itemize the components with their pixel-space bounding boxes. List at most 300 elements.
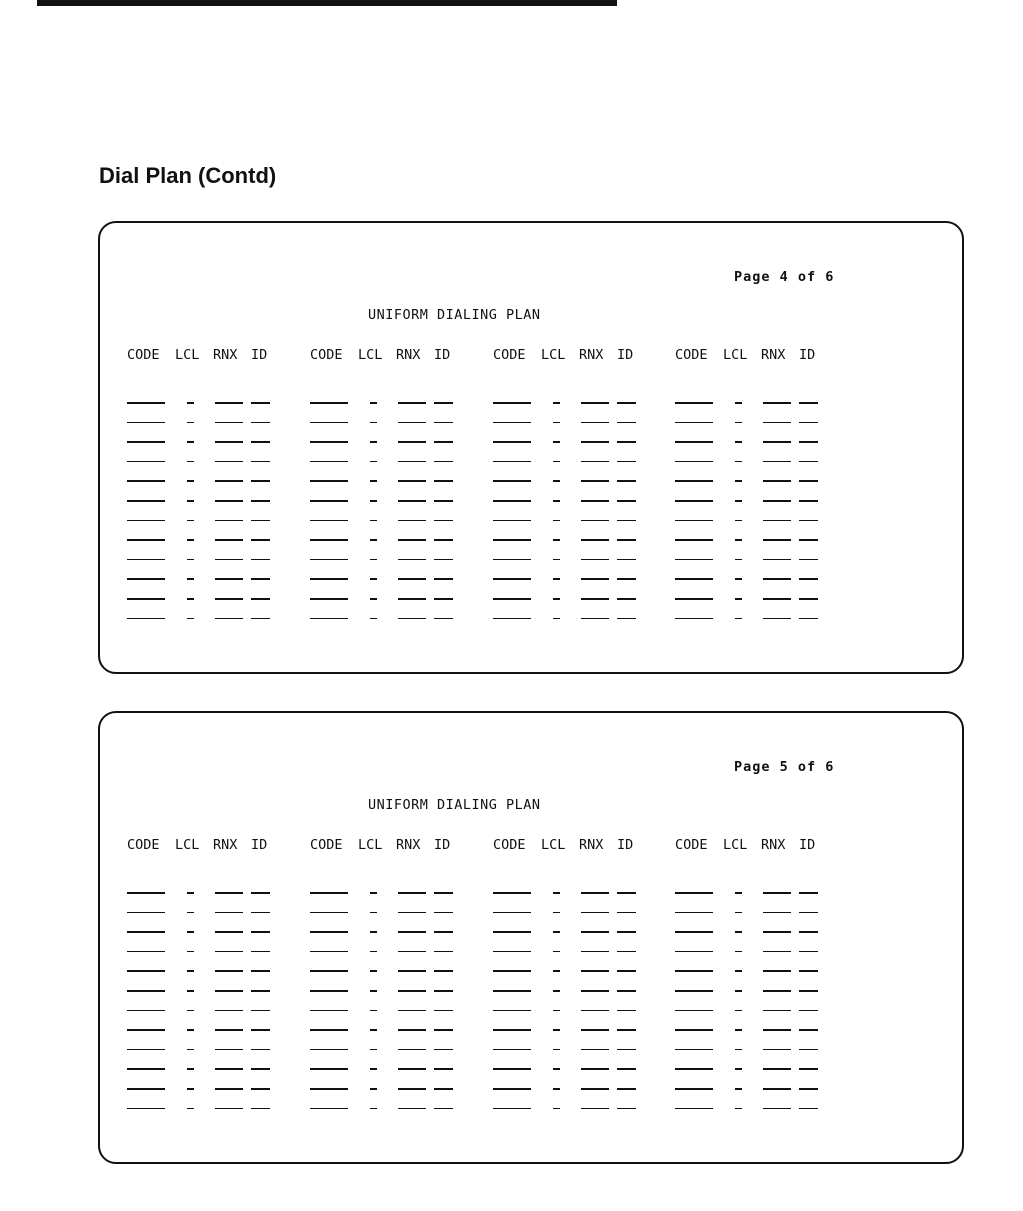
- id-entry-blank[interactable]: [434, 578, 453, 580]
- lcl-entry-blank[interactable]: [735, 559, 742, 561]
- id-entry-blank[interactable]: [434, 1088, 453, 1090]
- id-entry-blank[interactable]: [799, 1010, 818, 1012]
- lcl-entry-blank[interactable]: [370, 422, 377, 424]
- id-entry-blank[interactable]: [617, 1068, 636, 1070]
- code-entry-blank[interactable]: [127, 1010, 165, 1012]
- id-entry-blank[interactable]: [799, 461, 818, 463]
- id-entry-blank[interactable]: [434, 931, 453, 933]
- id-entry-blank[interactable]: [617, 1049, 636, 1051]
- code-entry-blank[interactable]: [493, 598, 531, 600]
- code-entry-blank[interactable]: [675, 912, 713, 914]
- id-entry-blank[interactable]: [617, 970, 636, 972]
- id-entry-blank[interactable]: [251, 441, 270, 443]
- id-entry-blank[interactable]: [799, 1049, 818, 1051]
- code-entry-blank[interactable]: [675, 402, 713, 404]
- code-entry-blank[interactable]: [127, 402, 165, 404]
- code-entry-blank[interactable]: [310, 578, 348, 580]
- lcl-entry-blank[interactable]: [735, 461, 742, 463]
- lcl-entry-blank[interactable]: [187, 618, 194, 620]
- rnx-entry-blank[interactable]: [398, 520, 426, 522]
- lcl-entry-blank[interactable]: [735, 970, 742, 972]
- code-entry-blank[interactable]: [493, 1010, 531, 1012]
- code-entry-blank[interactable]: [675, 1049, 713, 1051]
- id-entry-blank[interactable]: [434, 520, 453, 522]
- id-entry-blank[interactable]: [799, 480, 818, 482]
- id-entry-blank[interactable]: [799, 441, 818, 443]
- lcl-entry-blank[interactable]: [553, 1068, 560, 1070]
- code-entry-blank[interactable]: [675, 578, 713, 580]
- code-entry-blank[interactable]: [675, 951, 713, 953]
- id-entry-blank[interactable]: [799, 539, 818, 541]
- code-entry-blank[interactable]: [127, 618, 165, 620]
- code-entry-blank[interactable]: [310, 1049, 348, 1051]
- rnx-entry-blank[interactable]: [215, 500, 243, 502]
- lcl-entry-blank[interactable]: [735, 1029, 742, 1031]
- lcl-entry-blank[interactable]: [370, 990, 377, 992]
- code-entry-blank[interactable]: [310, 1068, 348, 1070]
- lcl-entry-blank[interactable]: [553, 931, 560, 933]
- lcl-entry-blank[interactable]: [370, 1010, 377, 1012]
- rnx-entry-blank[interactable]: [398, 422, 426, 424]
- lcl-entry-blank[interactable]: [187, 500, 194, 502]
- lcl-entry-blank[interactable]: [187, 970, 194, 972]
- id-entry-blank[interactable]: [434, 539, 453, 541]
- rnx-entry-blank[interactable]: [763, 990, 791, 992]
- lcl-entry-blank[interactable]: [370, 500, 377, 502]
- lcl-entry-blank[interactable]: [735, 480, 742, 482]
- id-entry-blank[interactable]: [434, 422, 453, 424]
- lcl-entry-blank[interactable]: [370, 931, 377, 933]
- rnx-entry-blank[interactable]: [398, 1010, 426, 1012]
- code-entry-blank[interactable]: [493, 618, 531, 620]
- rnx-entry-blank[interactable]: [763, 1068, 791, 1070]
- code-entry-blank[interactable]: [310, 951, 348, 953]
- lcl-entry-blank[interactable]: [187, 539, 194, 541]
- rnx-entry-blank[interactable]: [763, 1108, 791, 1110]
- code-entry-blank[interactable]: [493, 1049, 531, 1051]
- rnx-entry-blank[interactable]: [215, 912, 243, 914]
- id-entry-blank[interactable]: [251, 892, 270, 894]
- id-entry-blank[interactable]: [617, 500, 636, 502]
- code-entry-blank[interactable]: [310, 500, 348, 502]
- rnx-entry-blank[interactable]: [215, 598, 243, 600]
- lcl-entry-blank[interactable]: [187, 520, 194, 522]
- id-entry-blank[interactable]: [799, 500, 818, 502]
- lcl-entry-blank[interactable]: [735, 990, 742, 992]
- rnx-entry-blank[interactable]: [398, 578, 426, 580]
- lcl-entry-blank[interactable]: [187, 461, 194, 463]
- id-entry-blank[interactable]: [434, 618, 453, 620]
- code-entry-blank[interactable]: [675, 931, 713, 933]
- rnx-entry-blank[interactable]: [763, 1049, 791, 1051]
- rnx-entry-blank[interactable]: [581, 480, 609, 482]
- code-entry-blank[interactable]: [310, 618, 348, 620]
- rnx-entry-blank[interactable]: [215, 990, 243, 992]
- lcl-entry-blank[interactable]: [370, 539, 377, 541]
- id-entry-blank[interactable]: [434, 892, 453, 894]
- rnx-entry-blank[interactable]: [398, 500, 426, 502]
- id-entry-blank[interactable]: [799, 1088, 818, 1090]
- lcl-entry-blank[interactable]: [370, 951, 377, 953]
- rnx-entry-blank[interactable]: [398, 539, 426, 541]
- lcl-entry-blank[interactable]: [370, 1049, 377, 1051]
- id-entry-blank[interactable]: [617, 951, 636, 953]
- rnx-entry-blank[interactable]: [763, 520, 791, 522]
- rnx-entry-blank[interactable]: [763, 1029, 791, 1031]
- lcl-entry-blank[interactable]: [735, 618, 742, 620]
- rnx-entry-blank[interactable]: [763, 441, 791, 443]
- id-entry-blank[interactable]: [799, 402, 818, 404]
- id-entry-blank[interactable]: [617, 931, 636, 933]
- lcl-entry-blank[interactable]: [370, 598, 377, 600]
- id-entry-blank[interactable]: [251, 539, 270, 541]
- code-entry-blank[interactable]: [493, 422, 531, 424]
- id-entry-blank[interactable]: [434, 1068, 453, 1070]
- lcl-entry-blank[interactable]: [735, 1068, 742, 1070]
- rnx-entry-blank[interactable]: [215, 1049, 243, 1051]
- id-entry-blank[interactable]: [617, 559, 636, 561]
- id-entry-blank[interactable]: [617, 539, 636, 541]
- lcl-entry-blank[interactable]: [187, 912, 194, 914]
- code-entry-blank[interactable]: [127, 912, 165, 914]
- id-entry-blank[interactable]: [617, 598, 636, 600]
- lcl-entry-blank[interactable]: [370, 520, 377, 522]
- lcl-entry-blank[interactable]: [187, 402, 194, 404]
- id-entry-blank[interactable]: [799, 520, 818, 522]
- rnx-entry-blank[interactable]: [398, 990, 426, 992]
- lcl-entry-blank[interactable]: [187, 578, 194, 580]
- code-entry-blank[interactable]: [675, 1010, 713, 1012]
- id-entry-blank[interactable]: [251, 1088, 270, 1090]
- id-entry-blank[interactable]: [799, 1108, 818, 1110]
- code-entry-blank[interactable]: [675, 1029, 713, 1031]
- code-entry-blank[interactable]: [675, 1088, 713, 1090]
- rnx-entry-blank[interactable]: [581, 402, 609, 404]
- rnx-entry-blank[interactable]: [763, 578, 791, 580]
- lcl-entry-blank[interactable]: [370, 461, 377, 463]
- rnx-entry-blank[interactable]: [215, 578, 243, 580]
- id-entry-blank[interactable]: [251, 912, 270, 914]
- lcl-entry-blank[interactable]: [370, 559, 377, 561]
- lcl-entry-blank[interactable]: [187, 1049, 194, 1051]
- id-entry-blank[interactable]: [434, 500, 453, 502]
- code-entry-blank[interactable]: [493, 931, 531, 933]
- lcl-entry-blank[interactable]: [370, 578, 377, 580]
- lcl-entry-blank[interactable]: [370, 441, 377, 443]
- rnx-entry-blank[interactable]: [215, 480, 243, 482]
- id-entry-blank[interactable]: [251, 402, 270, 404]
- id-entry-blank[interactable]: [617, 480, 636, 482]
- code-entry-blank[interactable]: [127, 1029, 165, 1031]
- id-entry-blank[interactable]: [617, 441, 636, 443]
- rnx-entry-blank[interactable]: [398, 1088, 426, 1090]
- rnx-entry-blank[interactable]: [215, 951, 243, 953]
- lcl-entry-blank[interactable]: [553, 618, 560, 620]
- id-entry-blank[interactable]: [434, 559, 453, 561]
- code-entry-blank[interactable]: [310, 480, 348, 482]
- code-entry-blank[interactable]: [127, 990, 165, 992]
- id-entry-blank[interactable]: [434, 480, 453, 482]
- id-entry-blank[interactable]: [434, 990, 453, 992]
- rnx-entry-blank[interactable]: [581, 1010, 609, 1012]
- lcl-entry-blank[interactable]: [735, 1108, 742, 1110]
- id-entry-blank[interactable]: [799, 970, 818, 972]
- lcl-entry-blank[interactable]: [735, 931, 742, 933]
- id-entry-blank[interactable]: [799, 990, 818, 992]
- id-entry-blank[interactable]: [617, 578, 636, 580]
- lcl-entry-blank[interactable]: [735, 892, 742, 894]
- code-entry-blank[interactable]: [310, 422, 348, 424]
- code-entry-blank[interactable]: [493, 559, 531, 561]
- code-entry-blank[interactable]: [493, 1029, 531, 1031]
- rnx-entry-blank[interactable]: [398, 1108, 426, 1110]
- lcl-entry-blank[interactable]: [553, 1108, 560, 1110]
- lcl-entry-blank[interactable]: [187, 951, 194, 953]
- code-entry-blank[interactable]: [310, 912, 348, 914]
- lcl-entry-blank[interactable]: [187, 598, 194, 600]
- rnx-entry-blank[interactable]: [215, 559, 243, 561]
- lcl-entry-blank[interactable]: [553, 598, 560, 600]
- rnx-entry-blank[interactable]: [215, 422, 243, 424]
- id-entry-blank[interactable]: [434, 1049, 453, 1051]
- code-entry-blank[interactable]: [675, 618, 713, 620]
- rnx-entry-blank[interactable]: [215, 402, 243, 404]
- code-entry-blank[interactable]: [310, 1088, 348, 1090]
- id-entry-blank[interactable]: [617, 912, 636, 914]
- lcl-entry-blank[interactable]: [187, 1010, 194, 1012]
- rnx-entry-blank[interactable]: [763, 500, 791, 502]
- code-entry-blank[interactable]: [493, 520, 531, 522]
- rnx-entry-blank[interactable]: [763, 461, 791, 463]
- lcl-entry-blank[interactable]: [553, 422, 560, 424]
- code-entry-blank[interactable]: [127, 461, 165, 463]
- id-entry-blank[interactable]: [251, 1068, 270, 1070]
- code-entry-blank[interactable]: [493, 402, 531, 404]
- lcl-entry-blank[interactable]: [553, 1010, 560, 1012]
- code-entry-blank[interactable]: [675, 539, 713, 541]
- id-entry-blank[interactable]: [251, 422, 270, 424]
- rnx-entry-blank[interactable]: [398, 1029, 426, 1031]
- code-entry-blank[interactable]: [675, 598, 713, 600]
- rnx-entry-blank[interactable]: [398, 931, 426, 933]
- code-entry-blank[interactable]: [310, 520, 348, 522]
- rnx-entry-blank[interactable]: [763, 618, 791, 620]
- rnx-entry-blank[interactable]: [581, 1068, 609, 1070]
- code-entry-blank[interactable]: [310, 990, 348, 992]
- code-entry-blank[interactable]: [310, 931, 348, 933]
- id-entry-blank[interactable]: [799, 1068, 818, 1070]
- code-entry-blank[interactable]: [127, 951, 165, 953]
- rnx-entry-blank[interactable]: [398, 402, 426, 404]
- code-entry-blank[interactable]: [675, 970, 713, 972]
- code-entry-blank[interactable]: [127, 598, 165, 600]
- lcl-entry-blank[interactable]: [553, 461, 560, 463]
- id-entry-blank[interactable]: [434, 1108, 453, 1110]
- rnx-entry-blank[interactable]: [581, 990, 609, 992]
- rnx-entry-blank[interactable]: [763, 422, 791, 424]
- rnx-entry-blank[interactable]: [215, 461, 243, 463]
- code-entry-blank[interactable]: [127, 578, 165, 580]
- id-entry-blank[interactable]: [251, 1010, 270, 1012]
- code-entry-blank[interactable]: [493, 951, 531, 953]
- lcl-entry-blank[interactable]: [735, 1010, 742, 1012]
- code-entry-blank[interactable]: [675, 441, 713, 443]
- id-entry-blank[interactable]: [434, 598, 453, 600]
- id-entry-blank[interactable]: [799, 578, 818, 580]
- id-entry-blank[interactable]: [251, 990, 270, 992]
- id-entry-blank[interactable]: [251, 1108, 270, 1110]
- id-entry-blank[interactable]: [799, 931, 818, 933]
- rnx-entry-blank[interactable]: [763, 892, 791, 894]
- lcl-entry-blank[interactable]: [735, 951, 742, 953]
- lcl-entry-blank[interactable]: [553, 559, 560, 561]
- code-entry-blank[interactable]: [127, 1088, 165, 1090]
- code-entry-blank[interactable]: [493, 539, 531, 541]
- lcl-entry-blank[interactable]: [735, 500, 742, 502]
- lcl-entry-blank[interactable]: [370, 402, 377, 404]
- code-entry-blank[interactable]: [310, 892, 348, 894]
- code-entry-blank[interactable]: [310, 1029, 348, 1031]
- lcl-entry-blank[interactable]: [187, 422, 194, 424]
- lcl-entry-blank[interactable]: [370, 970, 377, 972]
- lcl-entry-blank[interactable]: [735, 441, 742, 443]
- id-entry-blank[interactable]: [617, 1108, 636, 1110]
- id-entry-blank[interactable]: [617, 520, 636, 522]
- rnx-entry-blank[interactable]: [581, 970, 609, 972]
- rnx-entry-blank[interactable]: [581, 1088, 609, 1090]
- code-entry-blank[interactable]: [310, 1108, 348, 1110]
- code-entry-blank[interactable]: [127, 1108, 165, 1110]
- code-entry-blank[interactable]: [127, 441, 165, 443]
- code-entry-blank[interactable]: [310, 1010, 348, 1012]
- id-entry-blank[interactable]: [251, 578, 270, 580]
- lcl-entry-blank[interactable]: [187, 931, 194, 933]
- code-entry-blank[interactable]: [675, 1068, 713, 1070]
- code-entry-blank[interactable]: [127, 1049, 165, 1051]
- code-entry-blank[interactable]: [127, 500, 165, 502]
- code-entry-blank[interactable]: [493, 892, 531, 894]
- lcl-entry-blank[interactable]: [553, 1029, 560, 1031]
- id-entry-blank[interactable]: [799, 598, 818, 600]
- rnx-entry-blank[interactable]: [398, 892, 426, 894]
- lcl-entry-blank[interactable]: [187, 480, 194, 482]
- rnx-entry-blank[interactable]: [215, 1108, 243, 1110]
- lcl-entry-blank[interactable]: [735, 598, 742, 600]
- code-entry-blank[interactable]: [675, 520, 713, 522]
- code-entry-blank[interactable]: [493, 1068, 531, 1070]
- lcl-entry-blank[interactable]: [735, 402, 742, 404]
- rnx-entry-blank[interactable]: [398, 441, 426, 443]
- id-entry-blank[interactable]: [251, 1029, 270, 1031]
- rnx-entry-blank[interactable]: [398, 598, 426, 600]
- id-entry-blank[interactable]: [617, 892, 636, 894]
- id-entry-blank[interactable]: [434, 441, 453, 443]
- lcl-entry-blank[interactable]: [735, 578, 742, 580]
- lcl-entry-blank[interactable]: [553, 539, 560, 541]
- code-entry-blank[interactable]: [310, 539, 348, 541]
- code-entry-blank[interactable]: [493, 912, 531, 914]
- lcl-entry-blank[interactable]: [187, 1029, 194, 1031]
- lcl-entry-blank[interactable]: [553, 970, 560, 972]
- lcl-entry-blank[interactable]: [187, 1068, 194, 1070]
- rnx-entry-blank[interactable]: [398, 559, 426, 561]
- id-entry-blank[interactable]: [434, 1029, 453, 1031]
- code-entry-blank[interactable]: [127, 970, 165, 972]
- rnx-entry-blank[interactable]: [215, 892, 243, 894]
- code-entry-blank[interactable]: [310, 559, 348, 561]
- lcl-entry-blank[interactable]: [187, 559, 194, 561]
- code-entry-blank[interactable]: [493, 480, 531, 482]
- rnx-entry-blank[interactable]: [215, 1068, 243, 1070]
- rnx-entry-blank[interactable]: [581, 1029, 609, 1031]
- code-entry-blank[interactable]: [493, 500, 531, 502]
- lcl-entry-blank[interactable]: [553, 990, 560, 992]
- rnx-entry-blank[interactable]: [581, 539, 609, 541]
- id-entry-blank[interactable]: [799, 422, 818, 424]
- code-entry-blank[interactable]: [493, 578, 531, 580]
- code-entry-blank[interactable]: [127, 520, 165, 522]
- lcl-entry-blank[interactable]: [553, 520, 560, 522]
- code-entry-blank[interactable]: [675, 461, 713, 463]
- lcl-entry-blank[interactable]: [553, 480, 560, 482]
- code-entry-blank[interactable]: [675, 480, 713, 482]
- rnx-entry-blank[interactable]: [398, 1049, 426, 1051]
- id-entry-blank[interactable]: [617, 1088, 636, 1090]
- lcl-entry-blank[interactable]: [187, 441, 194, 443]
- lcl-entry-blank[interactable]: [553, 912, 560, 914]
- lcl-entry-blank[interactable]: [553, 578, 560, 580]
- lcl-entry-blank[interactable]: [553, 1088, 560, 1090]
- id-entry-blank[interactable]: [617, 1029, 636, 1031]
- id-entry-blank[interactable]: [251, 970, 270, 972]
- lcl-entry-blank[interactable]: [735, 1049, 742, 1051]
- lcl-entry-blank[interactable]: [187, 892, 194, 894]
- lcl-entry-blank[interactable]: [370, 1088, 377, 1090]
- id-entry-blank[interactable]: [434, 402, 453, 404]
- code-entry-blank[interactable]: [493, 441, 531, 443]
- lcl-entry-blank[interactable]: [370, 892, 377, 894]
- rnx-entry-blank[interactable]: [215, 618, 243, 620]
- id-entry-blank[interactable]: [617, 990, 636, 992]
- rnx-entry-blank[interactable]: [763, 951, 791, 953]
- id-entry-blank[interactable]: [251, 520, 270, 522]
- code-entry-blank[interactable]: [310, 402, 348, 404]
- code-entry-blank[interactable]: [127, 1068, 165, 1070]
- code-entry-blank[interactable]: [127, 480, 165, 482]
- code-entry-blank[interactable]: [675, 990, 713, 992]
- code-entry-blank[interactable]: [127, 539, 165, 541]
- rnx-entry-blank[interactable]: [763, 1088, 791, 1090]
- code-entry-blank[interactable]: [493, 970, 531, 972]
- id-entry-blank[interactable]: [617, 461, 636, 463]
- code-entry-blank[interactable]: [310, 598, 348, 600]
- id-entry-blank[interactable]: [799, 559, 818, 561]
- id-entry-blank[interactable]: [799, 1029, 818, 1031]
- id-entry-blank[interactable]: [434, 1010, 453, 1012]
- lcl-entry-blank[interactable]: [553, 892, 560, 894]
- lcl-entry-blank[interactable]: [735, 539, 742, 541]
- rnx-entry-blank[interactable]: [763, 402, 791, 404]
- rnx-entry-blank[interactable]: [581, 951, 609, 953]
- lcl-entry-blank[interactable]: [370, 480, 377, 482]
- rnx-entry-blank[interactable]: [215, 520, 243, 522]
- code-entry-blank[interactable]: [127, 559, 165, 561]
- rnx-entry-blank[interactable]: [581, 931, 609, 933]
- lcl-entry-blank[interactable]: [553, 500, 560, 502]
- id-entry-blank[interactable]: [251, 931, 270, 933]
- rnx-entry-blank[interactable]: [581, 500, 609, 502]
- rnx-entry-blank[interactable]: [215, 1029, 243, 1031]
